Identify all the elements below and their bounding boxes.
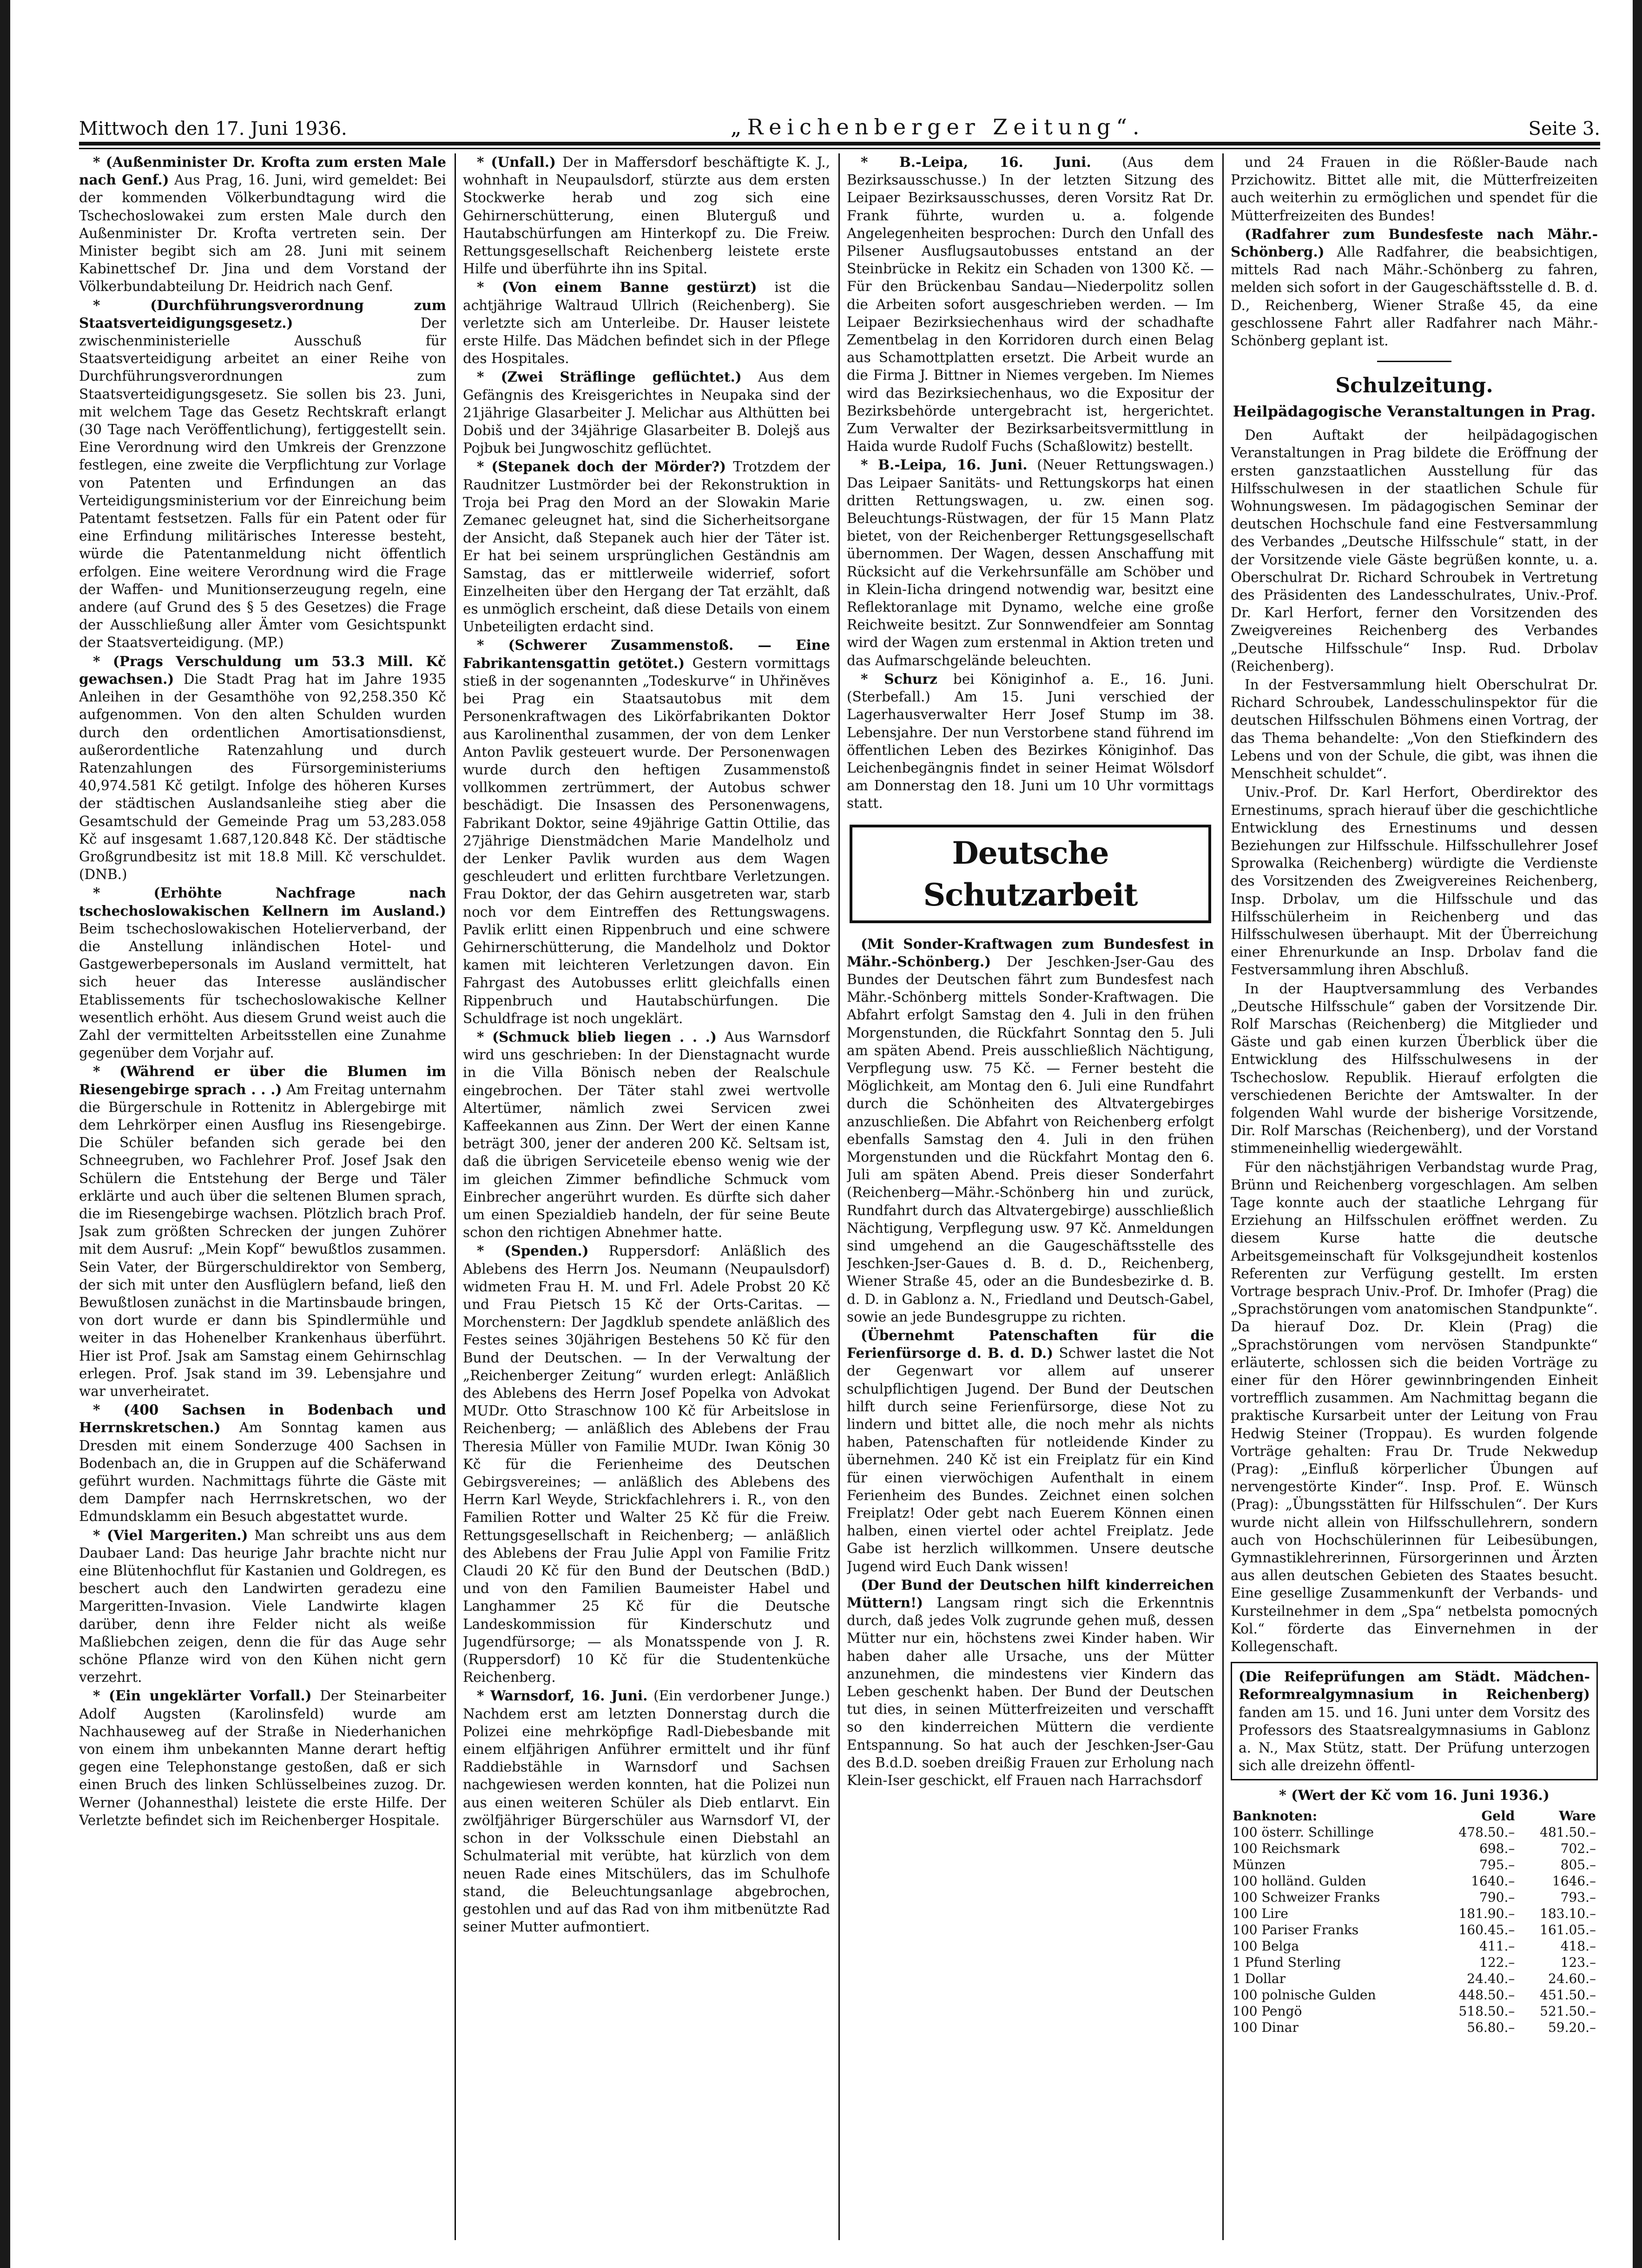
article bbox=[463, 1242, 830, 1686]
rate-geld: 795.– bbox=[1479, 1857, 1515, 1872]
article bbox=[847, 456, 1214, 669]
section-separator bbox=[1377, 361, 1451, 362]
article-body: (Ein verdorbener Junge.) Nachdem erst am letzten Donnerstag durch die Polizei eine mehrköpfige Radl-Diebesbande mit einem elfjährigen Anführer ermittelt und ihr fünf Raddiebstähle in Warnsdorf und Sachsen nachgewiesen werden konnten, hat die Polizei nun aus einen weiteren Schüler als Dieb entlarvt. Ein zwölfjähriger Bürgerschüler aus Warnsdorf VI, der schon in der Volksschule einen Diebstahl an Schulmaterial mit verübte, hat kürzlich von dem neuen Rade eines Mitschülers, das im Schulhofe stand, die Beleuchtungsanlage abgebrochen, gestohlen und auf das Rad von ihm mitbenützte Rad seiner Mutter aufmontiert. bbox=[463, 1688, 830, 1935]
paragraph: Den Auftakt der heilpädagogischen Veranstaltungen in Prag bildete die Eröffnung der ersten ganzstaatlichen Ausstellung für das Hilfsschulwesen in der staatlichen Schule für Wohnungswesen. Im pädagogischen Seminar der deutschen Hochschule fand eine Festversammlung des Verbandes „Deutsche Hilfsschule“ statt, in der der Vorsitzende viele Gäste begrüßen konnte, u. a. Oberschulrat Dr. Richard Schroubek in Vertretung des Präsidenten des Landesschulrates, Univ.-Prof. Dr. Karl Herfort, ferner den Vorsitzenden des Zweigvereines Reichenberg des Verbandes „Deutsche Hilfsschule“ Insp. Rud. Drbolav (Reichenberg). bbox=[1231, 427, 1598, 674]
scan-edge-right bbox=[1633, 0, 1642, 2268]
column-4 bbox=[1231, 153, 1598, 2240]
rate-geld: 790.– bbox=[1479, 1889, 1515, 1905]
article-body: Aus Prag, 16. Juni, wird gemeldet: Bei der kommenden Völkerbundtagung wird die Tschechoslowakei zum ersten Male durch den Außenminister Dr. Krofta vertreten sein. Der Minister begibt sich am 28. Juni mit seinem Kabinettschef Dr. Jina und dem Vorstand der Völkerbundabteilung Dr. Heidrich nach Genf. bbox=[79, 172, 446, 295]
article bbox=[847, 935, 1214, 1326]
currency-name: 100 Pengö bbox=[1233, 2003, 1302, 2019]
rates-header-ware: Ware bbox=[1559, 1808, 1596, 1824]
article-body: ist die achtjährige Waltraud Ullrich (Reichenberg). Sie verletzte sich am Unterleibe. Dr. Hauser leistete erste Hilfe. Das Mädchen befindet sich in der Pflege des Hospitales. bbox=[463, 279, 830, 367]
rates-row bbox=[1231, 1987, 1598, 2003]
column-divider bbox=[1222, 153, 1224, 2240]
article-body: Gestern vormittags stieß in der sogenannten „Todeskurve“ in Uhřiněves bei Prag ein Staatsautobus mit dem Personenkraftwagen des Likörfabrikanten Doktor aus Karolinenthal zusammen, der von dem Lenker Anton Pavlik gesteuert wurde. Der Personenwagen wurde durch den heftigen Zusammenstoß vollkommen zertrümmert, der Autobus schwer beschädigt. Die Insassen des Personenwagens, Fabrikant Doktor, seine 49jährige Gattin Ottilie, das 27jährige Dienstmädchen Marie Mandelholz und der Lenker Pavlik wurden aus dem Wagen geschleudert und erlitten furchtbare Verletzungen. Frau Doktor, der das Gehirn ausgetreten war, starb noch vor dem Eintreffen des Rettungswagens. Pavlik erlitt einen Rippenbruch und eine schwere Gehirnerschütterung, die Mandelholz und Doktor kamen mit leichteren Verletzungen davon. Ein Fahrgast des Autobusses erlitt gleichfalls einen Rippenbruch und Hautabschürfungen. Die Schuldfrage ist noch ungeklärt. bbox=[463, 655, 830, 1026]
currency-name: 100 Dinar bbox=[1233, 2019, 1299, 2035]
article-body: Der Steinarbeiter Adolf Augsten (Karolinsfeld) wurde am Nachhauseweg auf der Straße in Niederhanichen von einem ihm unbekannten Manne derart heftig gegen eine Telephonstange gestoßen, daß er sich einen Bruch des linken Schlüsselbeines zuzog. Dr. Werner (Johannesthal) leistete die erste Hilfe. Der Verletzte befindet sich im Reichenberger Hospitale. bbox=[79, 1688, 446, 1828]
currency-name: 100 holländ. Gulden bbox=[1233, 1873, 1366, 1889]
article-body: Am Freitag unternahm die Bürgerschule in Rottenitz in Ablergebirge mit dem Lehrkörper einen Ausflug ins Riesengebirge. Die Schüler befanden sich gerade bei den Schneegruben, wo Fachlehrer Prof. Josef Jsak den Schülern die Entstehung der Berge und Täler erklärte und auch über die seltenen Blumen sprach, die im Riesengebirge wachsen. Plötzlich brach Prof. Jsak zum größten Schrecken der jungen Zuhörer mit dem Ausruf: „Mein Kopf“ bewußtlos zusammen. Sein Vater, der Bürgerschuldirektor von Semberg, der sich mit unter den Ausflüglern befand, ließ den Bewußtlosen zunächst in die Martinsbaude bringen, von dort wurde er dann bis Spindlermühle und weiter in das Hohenelber Krankenhaus überführt. Hier ist Prof. Jsak am Samstag einem Gehirnschlag erlegen. Prof. Jsak stand im 39. Lebensjahre und war unverheiratet. bbox=[79, 1081, 446, 1400]
rate-ware: 521.50.– bbox=[1540, 2003, 1596, 2019]
rates-header-banknotes: Banknoten: bbox=[1233, 1808, 1318, 1824]
article-body: (Aus dem Bezirksausschusse.) In der letzten Sitzung des Leipaer Bezirksausschusses, deren Vorsitz Rat Dr. Frank führte, wurden u. a. folgende Angelegenheiten besprochen: Durch den Unfall des Pilsener Ausflugsautobusses entstand an der Steinbrücke in Rekitz ein Schaden von 1300 Kč. — Für den Brückenbau Sandau—Niederpolitz sollen die Arbeiten sofort ausgeschrieben werden. — Im Leipaer Bezirksiechenhaus wird der schadhafte Zementbelag in den Korridoren durch einen Belag aus Schamottplatten ersetzt. Die Arbeit wurde an die Firma J. Bittner in Niemes vergeben. Im Niemes wird das Bezirksiechenhaus, wo die Expositur der Bezirksbehörde untergebracht ist, hergerichtet. Zum Verwalter der Bezirksarbeitsvermittlung in Haida wurde Rudolf Fuchs (Schaßlowitz) bestellt. bbox=[847, 154, 1214, 455]
rates-row bbox=[1231, 1857, 1598, 1873]
article-body: bei Königinhof a. E., 16. Juni. (Sterbefall.) Am 15. Juni verschied der Lagerhausverwalter Herr Josef Stump im 38. Lebensjahre. Der nun Verstorbene stand führend im öffentlichen Leben des Bezirkes Königinhof. Das Leichenbegängnis findet in seiner Heimat Wölsdorf am Donnerstag den 18. Juni um 10 Uhr vormittags statt. bbox=[847, 671, 1214, 812]
rate-ware: 793.– bbox=[1560, 1889, 1596, 1905]
rate-geld: 478.50.– bbox=[1458, 1824, 1515, 1840]
article-kicker: * (Schmuck blieb liegen . . .) bbox=[477, 1028, 717, 1045]
article bbox=[1231, 225, 1598, 350]
currency-name: 100 Belga bbox=[1233, 1938, 1299, 1954]
currency-name: 100 polnische Gulden bbox=[1233, 1987, 1376, 2003]
currency-name: 1 Dollar bbox=[1233, 1970, 1286, 1986]
rates-row bbox=[1231, 1954, 1598, 1970]
rate-geld: 411.– bbox=[1479, 1938, 1515, 1954]
article bbox=[463, 153, 830, 278]
rates-header-geld: Geld bbox=[1481, 1808, 1515, 1824]
article-kicker: * (400 Sachsen in Bodenbach und Herrnskretschen.) bbox=[79, 1402, 446, 1436]
article-body: Aus Warnsdorf wird uns geschrieben: In der Dienstagnacht wurde in die Villa Bönisch neben der Realschule eingebrochen. Der Täter stahl zwei wertvolle Altertümer, nämlich zwei Servicen zwei Kaffeekannen aus Zinn. Der Wert der einen Kanne beträgt 300, jener der anderen 200 Kč. Seltsam ist, daß die übrigen Serviceteile ebenso wenig wie der im gleichen Zimmer befindliche Schmuck vom Einbrecher angerührt wurden. Es dürfte sich daher um einen Spezialdieb handeln, der für seine Beute schon den richtigen Abnehmer hatte. bbox=[463, 1029, 830, 1241]
rates-row bbox=[1231, 1840, 1598, 1857]
article-kicker: * (Von einem Banne gestürzt) bbox=[477, 279, 757, 296]
column-2 bbox=[463, 153, 830, 2240]
article-body: Der Jeschken-Jser-Gau des Bundes der Deutschen fährt zum Bundesfest nach Mähr.-Schönberg mittels Sonder-Kraftwagen. Die Abfahrt erfolgt Samstag den 4. Juli in den frühen Morgenstunden, die Rückfahrt Sonntag den 5. Juli am späten Abend. Preis ausschließlich Nächtigung, Verpflegung usw. 75 Kč. — Ferner besteht die Möglichkeit, am Montag den 6. Juli eine Rundfahrt durch die Schönheiten des Altvatergebirges anzuschließen. Die Abfahrt von Reichenberg erfolgt ebenfalls Samstag den 4. Juli in den frühen Morgenstunden und die Rückfahrt Montag den 6. Juli am späten Abend. Preis dieser Sonderfahrt (Reichenberg—Mähr.-Schönberg hin und zurück, Rundfahrt durch das Altvatergebirge) ausschließlich Nächtigung, Verpflegung usw. 97 Kč. Anmeldungen sind umgehend an die Gaugeschäftsstelle des Jeschken-Jser-Gaues d. B. d. D., Reichenberg, Wiener Straße 45, oder an die Bundesbezirke d. B. d. D. in Gablonz a. N., Friedland und Deutsch-Gabel, sowie an jede Bundesgruppe zu richten. bbox=[847, 953, 1214, 1325]
article-kicker: * (Erhöhte Nachfrage nach tschechoslowakischen Kellnern im Ausland.) bbox=[79, 885, 446, 919]
article-kicker: * Warnsdorf, 16. Juni. bbox=[477, 1687, 648, 1704]
article bbox=[463, 636, 830, 1027]
rates-row bbox=[1231, 1922, 1598, 1938]
article bbox=[79, 1401, 446, 1525]
rate-ware: 481.50.– bbox=[1540, 1824, 1596, 1840]
article bbox=[463, 1028, 830, 1241]
article-kicker: (Übernehmt Patenschaften für die Ferienfürsorge d. B. d. D.) bbox=[847, 1327, 1214, 1362]
article bbox=[79, 297, 446, 652]
article-kicker: (Mit Sonder-Kraftwagen zum Bundesfest in Mähr.-Schönberg.) bbox=[847, 935, 1214, 970]
rate-geld: 160.45.– bbox=[1458, 1922, 1515, 1937]
currency-name: Münzen bbox=[1233, 1857, 1286, 1872]
paragraph: In der Hauptversammlung des Verbandes „Deutsche Hilfsschule“ gaben der Vorsitzende Dir. Rolf Marschas (Reichenberg) die Mitglieder und Gäste und gab einen kurzen Überblick über die Entwicklung des Hilfsschulwesens in der Tschechoslow. Republik. Hierauf erfolgten die verschiedenen Berichte der Amtswalter. In der folgenden Wahl wurde der bisherige Vorsitzende, Dir. Rolf Marschas (Reichenberg), und der Vorstand stimmeneinhellig wiedergewählt. bbox=[1231, 980, 1598, 1157]
article-body: Der in Maffersdorf beschäftigte K. J., wohnhaft in Neupaulsdorf, stürzte aus dem ersten Stockwerke herab und zog sich eine Gehirnerschütterung, einen Bluterguß und Hautabschürfungen am Hinterkopf zu. Die Freiw. Rettungsgesellschaft Reichenberg leistete erste Hilfe und überführte ihn ins Spital. bbox=[463, 154, 830, 277]
header-date: Mittwoch den 17. Juni 1936. bbox=[79, 118, 347, 139]
article-body: Ruppersdorf: Anläßlich des Ablebens des Herrn Jos. Neumann (Neupaulsdorf) widmeten Frau H. M. und Frl. Adele Probst 20 Kč und Frau Pietsch 15 Kč der Orts-Caritas. — Morchenstern: Der Jagdklub spendete anläßlich des Festes seines 30jährigen Bestehens 50 Kč für den Bund der Deutschen. — In der Verwaltung der „Reichenberger Zeitung“ wurden erlegt: Anläßlich des Ablebens des Herrn Josef Popelka von Advokat MUDr. Otto Straschnow 100 Kč für Arbeitslose in Reichenberg; — anläßlich des Ablebens der Frau Theresia Müller von Familie MUDr. Iwan König 30 Kč für die Ferienheime des Deutschen Gebirgsvereines; — anläßlich des Ablebens des Herrn Karl Weyde, Strickfachlehrers i. R., von den Familien Rotter und Walter 25 Kč für die Freiw. Rettungsgesellschaft in Reichenberg; — anläßlich des Ablebens der Frau Julie Appl von Familie Fritz Claudi 20 Kč für den Bund der Deutschen (BdD.) und von den Familien Baumeister Habel und Langhammer 25 Kč für die Deutsche Landeskommission für Kinderschutz und Jugendfürsorge; — als Monatsspende von J. R. (Ruppersdorf) 10 Kč für die Studentenküche Reichenberg. bbox=[463, 1243, 830, 1686]
rate-geld: 24.40.– bbox=[1467, 1970, 1515, 1986]
article bbox=[463, 1687, 830, 1936]
article bbox=[847, 670, 1214, 813]
rate-ware: 418.– bbox=[1560, 1938, 1596, 1954]
page-number: Seite 3. bbox=[1528, 118, 1600, 139]
paragraph: Für den nächstjährigen Verbandstag wurde Prag, Brünn und Reichenberg vorgeschlagen. Am selben Tage konnte auch der staatliche Lehrgang für Erziehung an Hilfsschulen eröffnet werden. Zu diesem Kurse hatte die deutsche Arbeitsgemeinschaft für Volksgejundheit kostenlos Referenten zur Verfügung gestellt. Im ersten Vortrage besprach Univ.-Prof. Dr. Imhofer (Prag) die „Sprachstörungen vom anatomischen Standpunkte“. Da hierauf Doz. Dr. Klein (Prag) die „Sprachstörungen vom nervösen Standpunkte“ erläuterte, schlossen sich die beiden Vorträge zu einer für den Hörer gewinnbringenden Einheit vortrefflich zusammen. Am Nachmittag begann die praktische Kursarbeit unter der Leitung von Frau Hedwig Steiner (Troppau). Es wurden folgende Vorträge gehalten: Frau Dr. Trude Nekwedup (Prag): „Einfluß körperlicher Übungen auf nervengestörte Kinder“. Insp. Prof. E. Wünsch (Prag): „Übungsstätten für Hilfsschulen“. Der Kurs wurde nicht allein von Hilfsschullehrern, sondern auch von Hochschülerinnen für Leibesübungen, Gymnastiklehrerinnen, Fürsorgerinnen und Ärzten aus allen deutschen Gebieten des Staates besucht. Eine gesellige Zusammenkunft der Verbands- und Kursteilnehmer in dem „Spa“ netbelsta pomocných Kol.“ förderte das Einvernehmen in der Kollegenschaft. bbox=[1231, 1159, 1598, 1655]
notice-body: fanden am 15. und 16. Juni unter dem Vorsitz des Professors des Staatsrealgymnasiums in Gablonz a. N., Max Stütz, statt. Der Prüfung unterzogen sich alle dreizehn öffentl- bbox=[1239, 1704, 1590, 1774]
article bbox=[463, 278, 830, 367]
masthead-title: „Reichenberger Zeitung“. bbox=[730, 114, 1145, 139]
rate-ware: 24.60.– bbox=[1548, 1970, 1596, 1986]
scan-edge-left bbox=[0, 0, 10, 2268]
rate-geld: 181.90.– bbox=[1458, 1905, 1515, 1921]
article bbox=[79, 1063, 446, 1400]
article-body: Aus dem Gefängnis des Kreisgerichtes in Neupaka sind der 21jährige Glasarbeiter J. Melichar aus Althütten bei Dobiš und der 34jährige Glasarbeiter B. Dolejš aus Pojbuk bei Jungwoschitz geflüchtet. bbox=[463, 369, 830, 456]
column-3 bbox=[847, 153, 1214, 2240]
column-1 bbox=[79, 153, 446, 2240]
rate-ware: 183.10.– bbox=[1540, 1905, 1596, 1921]
rate-geld: 698.– bbox=[1479, 1840, 1515, 1856]
rate-ware: 59.20.– bbox=[1548, 2019, 1596, 2035]
rates-row bbox=[1231, 1889, 1598, 1905]
rates-row bbox=[1231, 1970, 1598, 1987]
article bbox=[847, 1327, 1214, 1575]
paragraph: Univ.-Prof. Dr. Karl Herfort, Oberdirektor des Ernestinums, sprach hierauf über die geschichtliche Entwicklung des Ernestinums und dessen Beziehungen zur Hilfsschule. Hilfsschullehrer Josef Sprowalka (Reichenberg) würdigte die Verdienste des Vorsitzenden des Zweigvereines Reichenberg, Insp. Drbolav, um die Hilfsschule und das Hilfsschülerheim in Reichenberg und das Hilfsschulwesen überhaupt. Mit der Überreichung einer Ehrenurkunde an Insp. Drbolav fand die Festversammlung ihren Abschluß. bbox=[1231, 784, 1598, 978]
article bbox=[79, 153, 446, 296]
section-title: Schulzeitung. bbox=[1335, 374, 1493, 398]
article-kicker: * (Stepanek doch der Mörder?) bbox=[477, 458, 726, 475]
article bbox=[463, 458, 830, 635]
column-divider bbox=[455, 153, 456, 2240]
rates-row bbox=[1231, 1824, 1598, 1840]
article bbox=[79, 653, 446, 884]
article-kicker: * Schurz bbox=[861, 670, 937, 687]
article-body: Trotzdem der Raudnitzer Lustmörder bei der Rekonstruktion in Troja bei Prag den Mord an der Slowakin Marie Zemanec geleugnet hat, sind die Sicherheitsorgane der Ansicht, daß Stepanek auch hier der Täter ist. Er hat bei seinem ursprünglichen Geständnis am Samstag, das er mittlerweile widerrief, sofort Einzelheiten über den Hergang der Tat erzählt, daß es unmöglich erscheint, daß diese Details von einem Unbeteiligten erdacht sind. bbox=[463, 459, 830, 635]
article-kicker: * (Während er über die Blumen im Riesengebirge sprach . . .) bbox=[79, 1063, 446, 1098]
article-body: Man schreibt uns aus dem Daubaer Land: Das heurige Jahr brachte nicht nur eine Blütenhochflut für Kastanien und Goldregen, es beschert auch den Landwirten geradezu eine Margeritten-Invasion. Viele Landwirte klagen darüber, denn ihre Felder nicht als weiße Maßliebchen zeigen, denn die für das Auge sehr schöne Pflanze wird von den Kühen nicht gern verzehrt. bbox=[79, 1527, 446, 1686]
article-kicker: (Radfahrer zum Bundesfeste nach Mähr.-Schönberg.) bbox=[1231, 225, 1598, 260]
article-kicker: * (Spenden.) bbox=[477, 1243, 589, 1259]
article bbox=[79, 1687, 446, 1829]
header-rule bbox=[79, 142, 1600, 145]
exchange-rates-table bbox=[1231, 1808, 1598, 2036]
currency-name: 100 österr. Schillinge bbox=[1233, 1824, 1374, 1840]
article bbox=[463, 368, 830, 457]
article-body: Langsam ringt sich die Erkenntnis durch, daß jedes Volk zugrunde gehen muß, dessen Mütter nur ein, höchstens zwei Kinder haben. Wir haben daher alle Ursache, uns der Mütter anzunehmen, die mindestens vier Kindern das Leben geschenkt haben. Der Bund der Deutschen tut dies, in seinen Mütterfreizeiten und verschafft so den kinderreichen Müttern die verdiente Entspannung. So hat auch der Jeschken-Jser-Gau des B.d.D. soeben dreißig Frauen zur Erholung nach Klein-Iser geschickt, elf Frauen nach Harrachsdorf bbox=[847, 1595, 1214, 1789]
currency-name: 100 Pariser Franks bbox=[1233, 1922, 1359, 1937]
currency-name: 100 Schweizer Franks bbox=[1233, 1889, 1380, 1905]
article-kicker: (Der Bund der Deutschen hilft kinderreichen Müttern!) bbox=[847, 1576, 1214, 1611]
article bbox=[847, 153, 1214, 455]
article-kicker: * (Durchführungsverordnung zum Staatsverteidigungsgesetz.) bbox=[79, 297, 446, 331]
rate-ware: 161.05.– bbox=[1540, 1922, 1596, 1937]
currency-name: 100 Reichsmark bbox=[1233, 1840, 1340, 1856]
rate-ware: 123.– bbox=[1560, 1954, 1596, 1970]
rate-ware: 805.– bbox=[1560, 1857, 1596, 1872]
rate-ware: 1646.– bbox=[1552, 1873, 1596, 1889]
article-body: Alle Radfahrer, die beabsichtigen, mittels Rad nach Mähr.-Schönberg zu fahren, melden sich sofort in der Gaugeschäftsstelle d. B. d. D., Reichenberg, Wiener Straße 45, da eine geschlossene Fahrt aller Radfahrer nach Mähr.-Schönberg geplant ist. bbox=[1231, 244, 1598, 349]
rates-row bbox=[1231, 2019, 1598, 2036]
rate-ware: 702.– bbox=[1560, 1840, 1596, 1856]
article-body: Die Stadt Prag hat im Jahre 1935 Anleihen in der Gesamthöhe von 92,258.350 Kč aufgenommen. Von den alten Schulden wurden durch den ordentlichen Amortisationsdienst, außerordentliche Ratenzahlung und durch Ratenzahlungen des Fürsorgeministeriums 40,974.581 Kč getilgt. Infolge des höheren Kurses der städtischen Auslandsanleihe stieg aber die Gesamtschuld der Gemeinde Prag um 53,283.058 Kč auf insgesamt 1.687,120.848 Kč. Der städtische Großgrundbesitz ist mit 18.8 Mill. Kč verschuldet. (DNB.) bbox=[79, 671, 446, 883]
exchange-rates-title: * (Wert der Kč vom 16. Juni 1936.) bbox=[1279, 1787, 1550, 1804]
section-subtitle: Heilpädagogische Veranstaltungen in Prag. bbox=[1233, 403, 1596, 421]
article-kicker: * (Unfall.) bbox=[477, 154, 556, 170]
rates-row bbox=[1231, 1905, 1598, 1922]
columns bbox=[79, 153, 1600, 2240]
article-body: Am Sonntag kamen aus Dresden mit einem Sonderzuge 400 Sachsen in Bodenbach an, die in Gruppen auf die Schäferwand geführt wurden. Nachmittags führte die Gäste mit dem Dampfer nach Herrnskretschen, wo der Edmundsklamm ein Besuch abgestattet wurde. bbox=[79, 1420, 446, 1525]
rates-row bbox=[1231, 1938, 1598, 1954]
notice-kicker: (Die Reifeprüfungen am Städt. Mädchen-Reformrealgymnasium in Reichenberg) bbox=[1239, 1668, 1590, 1703]
header-rule-thin bbox=[79, 148, 1600, 149]
article-kicker: * (Schwerer Zusammenstoß. — Eine Fabrikantensgattin getötet.) bbox=[463, 637, 830, 671]
rate-geld: 122.– bbox=[1479, 1954, 1515, 1970]
paragraph: In der Festversammlung hielt Oberschulrat Dr. Richard Schroubek, Landesschulinspektor für die deutschen Hilfsschulen Böhmens einen Vortrag, der das Thema behandelte: „Von den Stiefkindern des Lebens und von der Schule, die gibt, was ihnen die Menschheit schuldet“. bbox=[1231, 677, 1598, 782]
section-banner: Deutsche Schutzarbeit bbox=[850, 825, 1211, 923]
article-kicker: * (Zwei Sträflinge geflüchtet.) bbox=[477, 369, 742, 385]
rate-geld: 56.80.– bbox=[1467, 2019, 1515, 2035]
rate-geld: 448.50.– bbox=[1458, 1987, 1515, 2003]
article bbox=[847, 1576, 1214, 1789]
currency-name: 1 Pfund Sterling bbox=[1233, 1954, 1341, 1970]
rates-row bbox=[1231, 1873, 1598, 1889]
article-body: Beim tschechoslowakischen Hotelierverband, der die Anstellung inländischen Hotel- und Gastgewerbepersonals im Ausland vermittelt, hat sich heuer das Interesse ausländischer Etablissements für tschechoslowakische Kellner wesentlich erhöht. Aus diesem Grund weist auch die Zahl der vermittelten Arbeitsstellen eine Zunahme gegenüber dem Vorjahr auf. bbox=[79, 920, 446, 1061]
article bbox=[79, 884, 446, 1062]
article-continuation: und 24 Frauen in die Rößler-Baude nach Przichowitz. Bittet alle mit, die Mütterfreizeiten auch weiterhin zu ermöglichen und spendet für die Mütterfreizeiten des Bundes! bbox=[1231, 154, 1598, 224]
article-body: Schwer lastet die Not der Gegenwart vor allem auf unserer schulpflichtigen Jugend. Der Bund der Deutschen hilft durch seine Ferienfürsorge, diese Not zu lindern und bittet alle, die noch mehr als nichts haben, Patenschaften für notleidende Kinder zu übernehmen. 240 Kč ist ein Freiplatz für ein Kind für einen vierwöchigen Aufenthalt in einem Ferienheim des Bundes. Zeichnet einen solchen Freiplatz! Oder gebt nach Euerem Können einen halben, einen viertel oder achtel Freiplatz. Jede Gabe ist herzlich willkommen. Unsere deutsche Jugend wird Euch Dank wissen! bbox=[847, 1345, 1214, 1574]
article-kicker: * B.-Leipa, 16. Juni. bbox=[861, 456, 1028, 473]
rate-ware: 451.50.– bbox=[1540, 1987, 1596, 2003]
column-divider bbox=[838, 153, 840, 2240]
rate-geld: 1640.– bbox=[1471, 1873, 1515, 1889]
article-body: (Neuer Rettungswagen.) Das Leipaer Sanitäts- und Rettungskorps hat einen dritten Rettungswagen, u. zw. einen sog. Beleuchtungs-Rüstwagen, der für 15 Mann Platz bietet, von der Reichenberger Rettungsgesellschaft übernommen. Der Wagen, dessen Anschaffung mit Rücksicht auf die Verkehrsunfälle am Schöber und in Klein-Iicha dringend notwendig war, besitzt eine Reflektoranlage mit Dynamo, welche eine große Reichweite besitzt. Zur Sonnwendfeier am Sonntag wird der Wagen zum erstenmal in Aktion treten und das Aufmarschgelände beleuchten. bbox=[847, 457, 1214, 668]
rates-row bbox=[1231, 2003, 1598, 2019]
rate-geld: 518.50.– bbox=[1458, 2003, 1515, 2019]
article bbox=[79, 1527, 446, 1686]
currency-name: 100 Lire bbox=[1233, 1905, 1288, 1921]
article-kicker: * (Außenminister Dr. Krofta zum ersten Male nach Genf.) bbox=[79, 154, 446, 188]
article-kicker: * B.-Leipa, 16. Juni. bbox=[861, 154, 1091, 170]
article-kicker: * (Ein ungeklärter Vorfall.) bbox=[93, 1687, 312, 1704]
article-kicker: * (Viel Margeriten.) bbox=[93, 1527, 248, 1543]
article-body: Der zwischenministerielle Ausschuß für Staatsverteidigung arbeitet an einer Reihe von Durchführungsverordnungen zum Staatsverteidigungsgesetz. Sie sollen bis 23. Juni, mit welchem Tage das Gesetz Rechtskraft erlangt (30 Tage nach Veröffentlichung), fertiggestellt sein. Eine Verordnung wird den Umkreis der Grenzzone festlegen, eine zweite die Verpflichtung zur Vorlage von Patenten und Erfindungen an das Verteidigungsministerium vor der Einreichung beim Patentamt festsetzen. Falls für ein Patent oder für eine Erfindung militärisches Interesse besteht, würde die Patentanmeldung nicht öffentlich erfolgen. Eine weitere Verordnung wird die Frage der Waffen- und Munitionserzeugung regeln, eine andere (auf Grund des § 5 des Gesetzes) die Frage der Ausschließung aller Ämter vom Gesichtspunkt der Staatsverteidigung. (MP.) bbox=[79, 315, 446, 651]
notice-box bbox=[1231, 1662, 1598, 1780]
article-kicker: * (Prags Verschuldung um 53.3 Mill. Kč gewachsen.) bbox=[79, 653, 446, 687]
page-header bbox=[79, 98, 1600, 139]
